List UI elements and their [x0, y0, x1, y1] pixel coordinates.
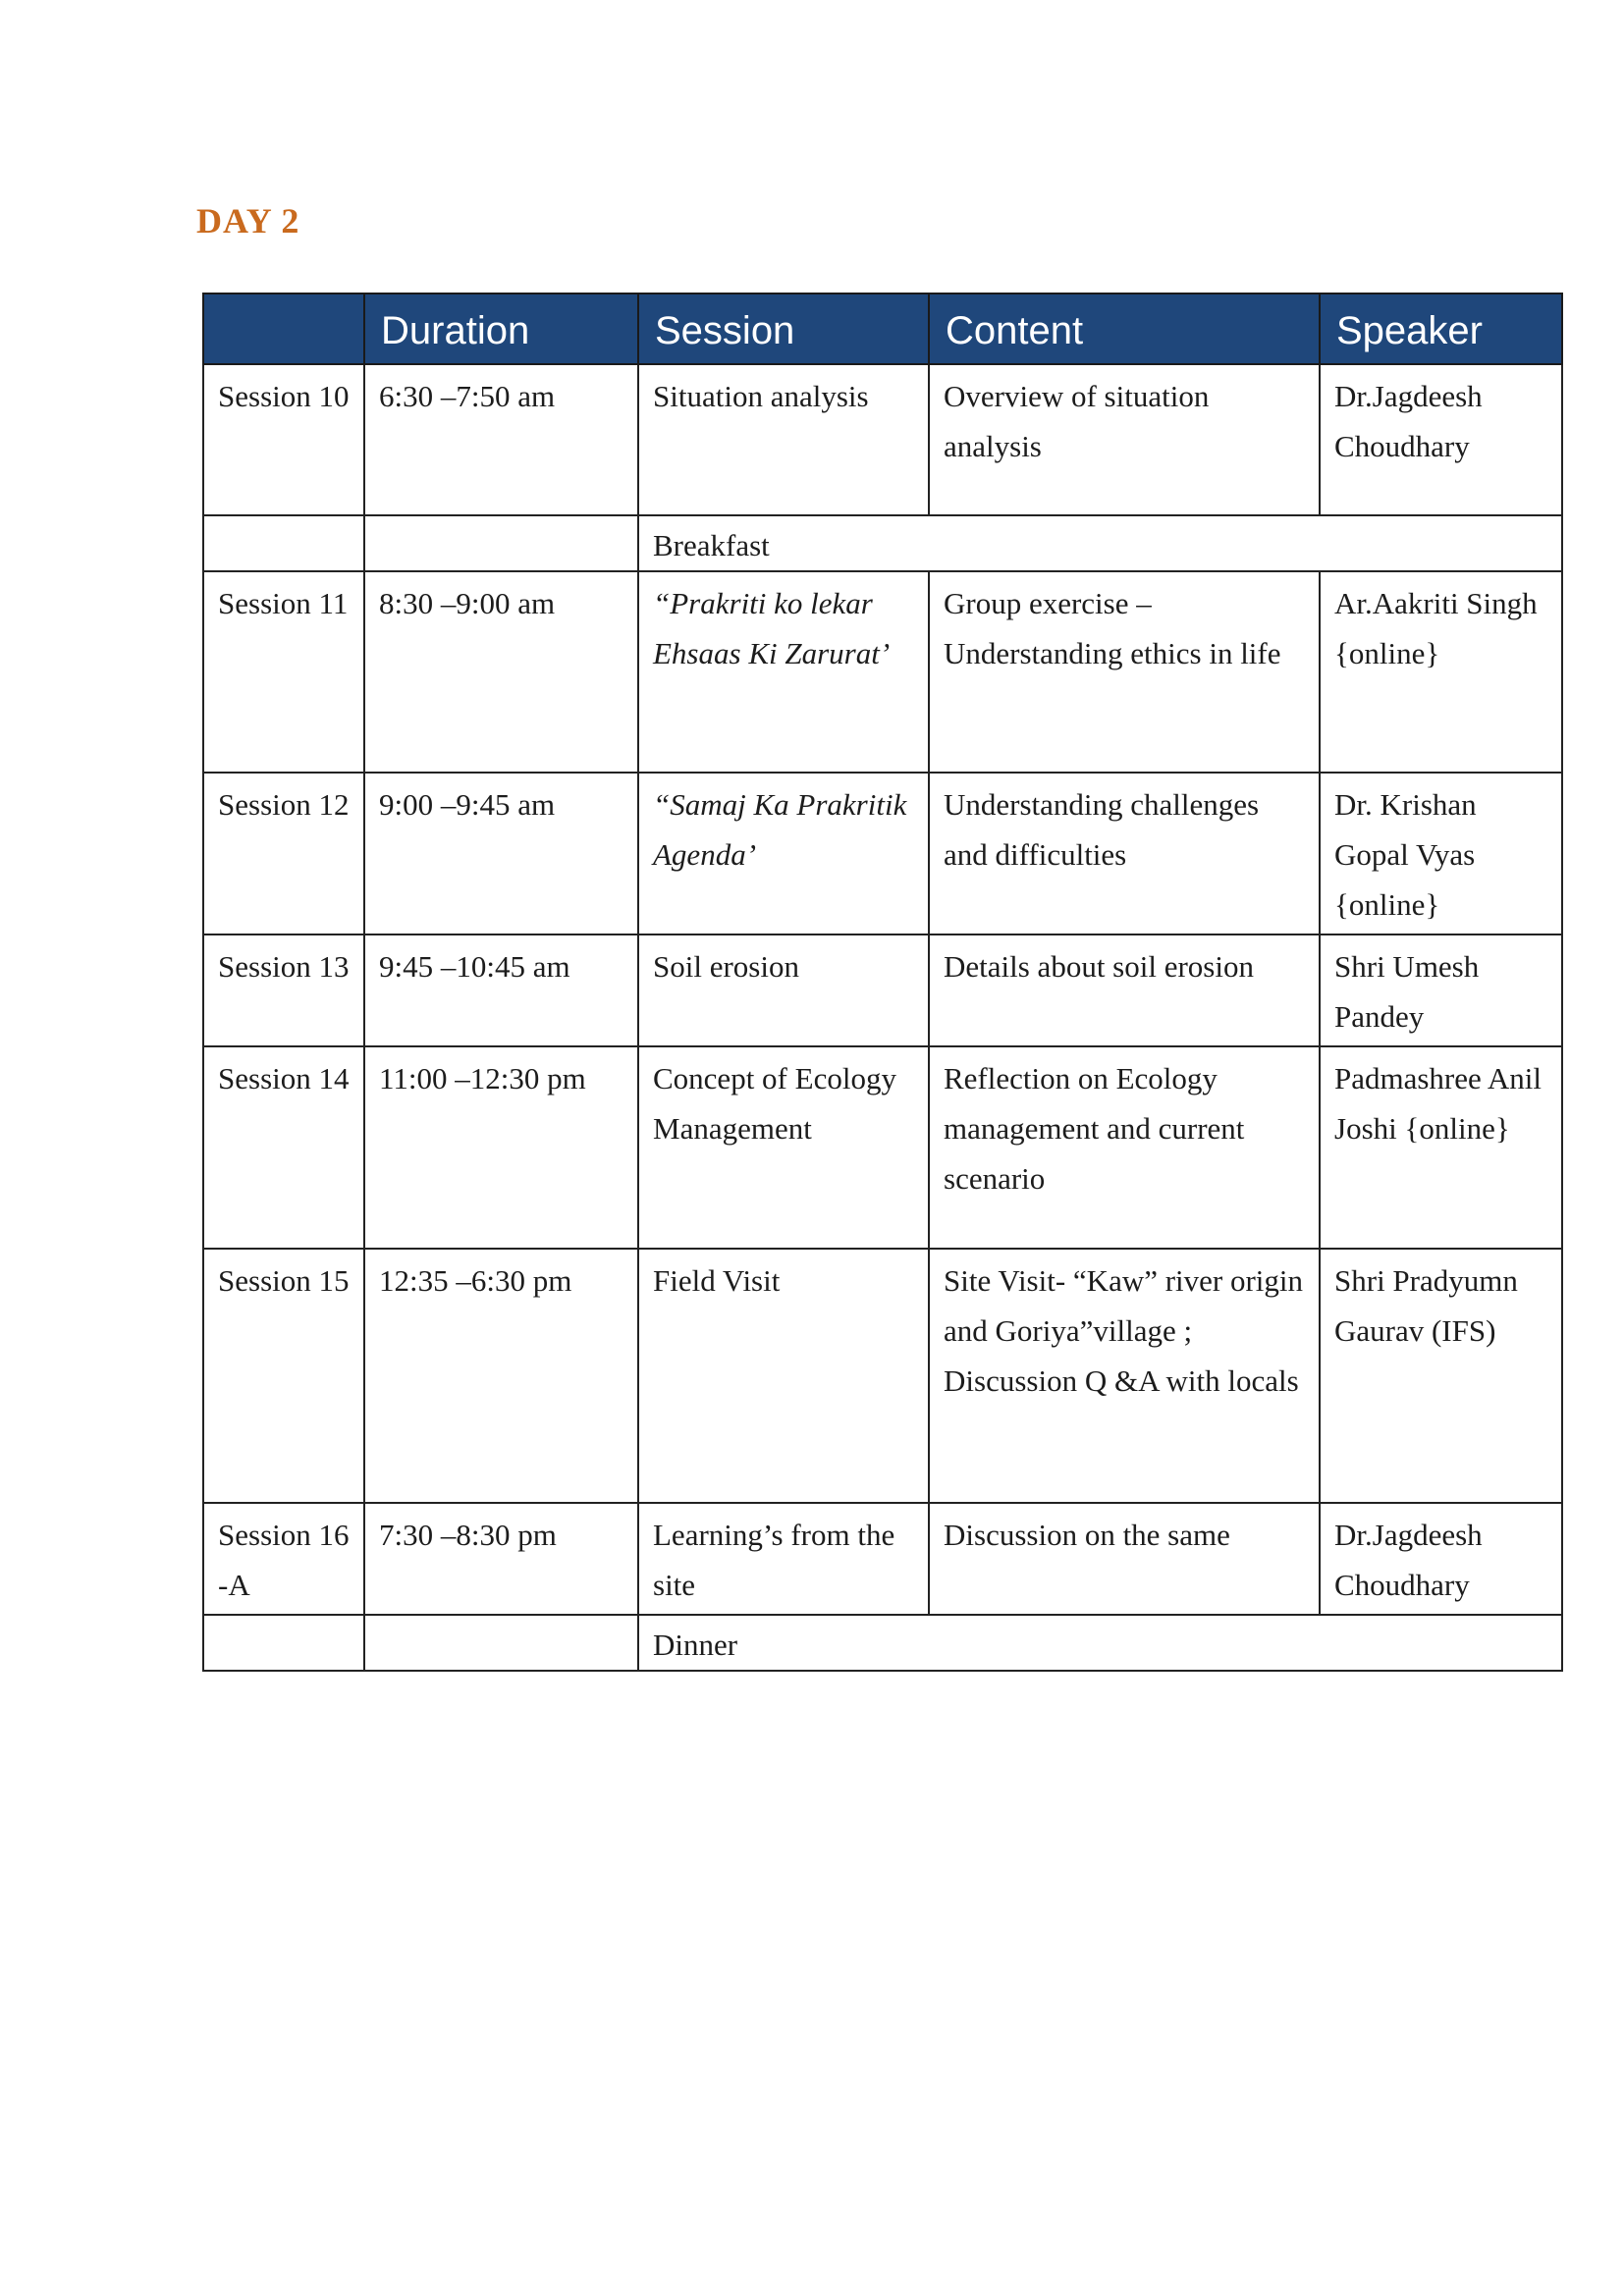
- empty-cell: [203, 1615, 364, 1671]
- duration-cell: 9:45 –10:45 am: [364, 934, 638, 1046]
- speaker-cell: Shri Umesh Pandey: [1320, 934, 1562, 1046]
- duration-cell: 6:30 –7:50 am: [364, 364, 638, 515]
- session-id-cell: Session 11: [203, 571, 364, 773]
- duration-cell: 7:30 –8:30 pm: [364, 1503, 638, 1615]
- header-speaker: Speaker: [1320, 294, 1562, 364]
- speaker-cell: Ar.Aakriti Singh {online}: [1320, 571, 1562, 773]
- speaker-cell: Dr. Krishan Gopal Vyas {online}: [1320, 773, 1562, 934]
- session-title-cell: “Samaj Ka Prakritik Agenda’: [638, 773, 929, 934]
- header-session: Session: [638, 294, 929, 364]
- content-cell: Understanding challenges and difficulties: [929, 773, 1320, 934]
- table-row: [203, 1503, 1562, 1615]
- break-row: [203, 515, 1562, 571]
- duration-cell: 9:00 –9:45 am: [364, 773, 638, 934]
- session-title-cell: Field Visit: [638, 1249, 929, 1503]
- speaker-cell: Padmashree Anil Joshi {online}: [1320, 1046, 1562, 1249]
- session-id-cell: Session 14: [203, 1046, 364, 1249]
- header-row: [203, 294, 1562, 364]
- content-cell: Reflection on Ecology management and current scenario: [929, 1046, 1320, 1249]
- header-blank: [203, 294, 364, 364]
- session-title-cell: Concept of Ecology Management: [638, 1046, 929, 1249]
- content-cell: Overview of situation analysis: [929, 364, 1320, 515]
- content-cell: Discussion on the same: [929, 1503, 1320, 1615]
- table-row: [203, 364, 1562, 515]
- break-row: [203, 1615, 1562, 1671]
- table-row: [203, 571, 1562, 773]
- session-title-cell: “Prakriti ko lekar Ehsaas Ki Zarurat’: [638, 571, 929, 773]
- day-title: DAY 2: [196, 201, 300, 240]
- table-row: [203, 773, 1562, 934]
- duration-cell: 12:35 –6:30 pm: [364, 1249, 638, 1503]
- duration-cell: 8:30 –9:00 am: [364, 571, 638, 773]
- empty-cell: [364, 515, 638, 571]
- header-duration: Duration: [364, 294, 638, 364]
- header-content: Content: [929, 294, 1320, 364]
- table-row: [203, 1046, 1562, 1249]
- session-title-cell: Soil erosion: [638, 934, 929, 1046]
- table-row: [203, 934, 1562, 1046]
- session-id-cell: Session 10: [203, 364, 364, 515]
- content-cell: Details about soil erosion: [929, 934, 1320, 1046]
- schedule-table: [202, 293, 1563, 1672]
- speaker-cell: Shri Pradyumn Gaurav (IFS): [1320, 1249, 1562, 1503]
- empty-cell: [364, 1615, 638, 1671]
- session-title-cell: Learning’s from the site: [638, 1503, 929, 1615]
- break-label: Breakfast: [638, 515, 1562, 571]
- table-row: [203, 1249, 1562, 1503]
- session-id-cell: Session 15: [203, 1249, 364, 1503]
- content-cell: Site Visit- “Kaw” river origin and Goriya”village ; Discussion Q &A with locals: [929, 1249, 1320, 1503]
- duration-cell: 11:00 –12:30 pm: [364, 1046, 638, 1249]
- speaker-cell: Dr.Jagdeesh Choudhary: [1320, 1503, 1562, 1615]
- session-id-cell: Session 16 -A: [203, 1503, 364, 1615]
- break-label: Dinner: [638, 1615, 1562, 1671]
- content-cell: Group exercise – Understanding ethics in life: [929, 571, 1320, 773]
- session-id-cell: Session 12: [203, 773, 364, 934]
- session-title-cell: Situation analysis: [638, 364, 929, 515]
- session-id-cell: Session 13: [203, 934, 364, 1046]
- empty-cell: [203, 515, 364, 571]
- speaker-cell: Dr.Jagdeesh Choudhary: [1320, 364, 1562, 515]
